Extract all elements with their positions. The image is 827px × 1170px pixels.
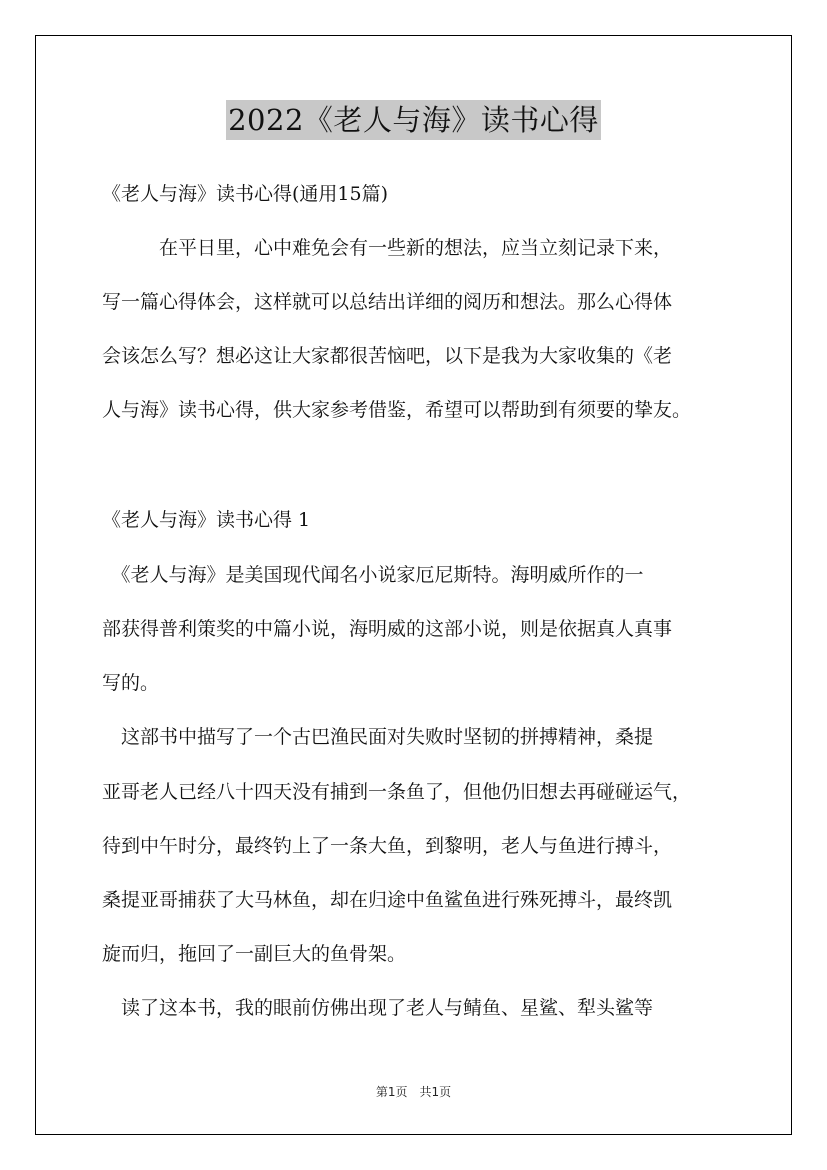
document-subtitle: 《老人与海》读书心得(通用15篇) (102, 183, 389, 205)
paragraph-line: 写的。 (102, 672, 160, 694)
document-title: 2022《老人与海》读书心得 (226, 100, 601, 140)
section-heading: 《老人与海》读书心得 1 (102, 509, 311, 531)
page-footer: 第1页 共1页 (375, 1085, 452, 1099)
title-container (0, 100, 827, 140)
intro-line: 在平日里，心中难免会有一些新的想法，应当立刻记录下来， (102, 237, 673, 259)
paragraph-line: 桑提亚哥捕获了大马林鱼，却在归途中鱼鲨鱼进行殊死搏斗，最终凯 (102, 889, 673, 911)
intro-line: 写一篇心得体会，这样就可以总结出详细的阅历和想法。那么心得体 (102, 291, 673, 313)
paragraph-line: 部获得普利策奖的中篇小说，海明威的这部小说，则是依据真人真事 (102, 618, 673, 640)
paragraph-line: 待到中午时分，最终钓上了一条大鱼，到黎明，老人与鱼进行搏斗， (102, 835, 673, 857)
paragraph-line: 旋而归，拖回了一副巨大的鱼骨架。 (102, 943, 407, 965)
paragraph-line: 这部书中描写了一个古巴渔民面对失败时坚韧的拼搏精神，桑提 (102, 726, 654, 748)
paragraph-line: 读了这本书，我的眼前仿佛出现了老人与鲭鱼、星鲨、犁头鲨等 (102, 997, 654, 1019)
intro-line: 人与海》读书心得，供大家参考借鉴，希望可以帮助到有须要的挚友。 (102, 399, 692, 421)
intro-line: 会该怎么写？想必这让大家都很苦恼吧，以下是我为大家收集的《老 (102, 345, 673, 367)
paragraph-line: 《老人与海》是美国现代闻名小说家厄尼斯特。海明威所作的一 (102, 564, 644, 586)
paragraph-line: 亚哥老人已经八十四天没有捕到一条鱼了，但他仍旧想去再碰碰运气， (102, 781, 692, 803)
